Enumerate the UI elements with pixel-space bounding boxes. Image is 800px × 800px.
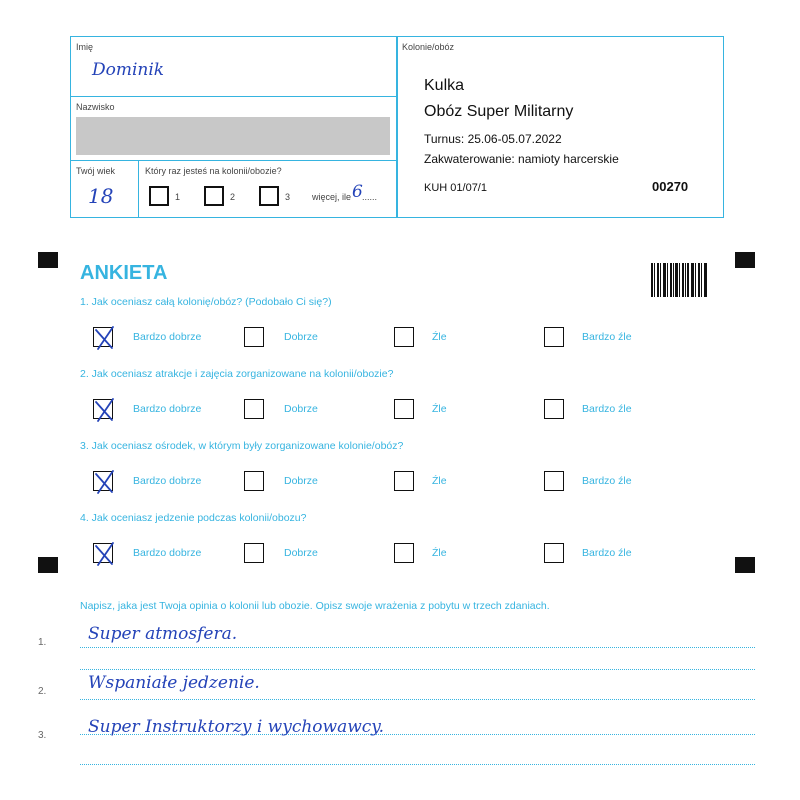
handwritten-answer: Super atmosfera. <box>88 624 238 644</box>
divider <box>138 160 139 217</box>
rating-checkbox[interactable] <box>244 471 264 491</box>
code: KUH 01/07/1 <box>424 182 487 194</box>
option-2-label: 2 <box>230 192 236 202</box>
option-3-label: 3 <box>285 192 291 202</box>
question-text: 1. Jak oceniasz całą kolonię/obóz? (Podobało Ci się?) <box>80 296 332 308</box>
dotted-line <box>80 669 755 670</box>
number: 00270 <box>652 179 689 194</box>
rating-checkbox[interactable] <box>544 543 564 563</box>
rating-option-label: Bardzo źle <box>582 547 632 559</box>
rating-option-label: Dobrze <box>284 547 318 559</box>
rating-checkbox[interactable] <box>394 471 414 491</box>
line-number: 2. <box>38 686 47 697</box>
dotted-line <box>80 764 755 765</box>
rating-checkbox[interactable] <box>544 471 564 491</box>
survey-title: ANKIETA <box>80 262 168 284</box>
registration-mark <box>38 252 58 268</box>
rating-checkbox[interactable] <box>394 327 414 347</box>
rating-option-label: Źle <box>432 547 447 559</box>
option-2-checkbox[interactable] <box>204 186 224 206</box>
question-text: 4. Jak oceniasz jedzenie podczas kolonii/obozu? <box>80 512 307 524</box>
rating-checkbox[interactable] <box>544 327 564 347</box>
rating-checkbox[interactable] <box>394 399 414 419</box>
divider <box>71 160 397 161</box>
question-text: 2. Jak oceniasz atrakcje i zajęcia zorganizowane na kolonii/obozie? <box>80 368 394 380</box>
wiek-label: Twój wiek <box>76 166 116 176</box>
rating-checkbox[interactable] <box>93 471 113 491</box>
ktory-raz-label: Który raz jesteś na kolonii/obozie? <box>145 166 282 176</box>
divider <box>71 96 397 97</box>
turnus: Turnus: 25.06-05.07.2022 <box>424 132 562 146</box>
rating-option-label: Źle <box>432 331 447 343</box>
registration-mark <box>38 557 58 573</box>
handwritten-answer: Wspaniałe jedzenie. <box>88 673 260 693</box>
rating-option-label: Dobrze <box>284 475 318 487</box>
camp-name: Kulka <box>424 77 465 94</box>
line-number: 3. <box>38 730 47 741</box>
imie-label: Imię <box>76 42 94 52</box>
redacted-surname <box>76 117 390 155</box>
rating-checkbox[interactable] <box>93 399 113 419</box>
rating-option-label: Bardzo dobrze <box>133 475 202 487</box>
registration-mark <box>735 557 755 573</box>
imie-value: Dominik <box>92 60 165 80</box>
rating-checkbox[interactable] <box>394 543 414 563</box>
rating-option-label: Źle <box>432 403 447 415</box>
barcode-icon <box>651 263 707 297</box>
camp-type: Obóz Super Militarny <box>424 103 574 120</box>
opinion-prompt: Napisz, jaka jest Twoja opinia o kolonii lub obozie. Opisz swoje wrażenia z pobytu w trzech zdaniach. <box>80 600 550 612</box>
check-mark-icon <box>92 396 118 424</box>
check-mark-icon <box>92 468 118 496</box>
rating-checkbox[interactable] <box>244 399 264 419</box>
nazwisko-label: Nazwisko <box>76 102 115 112</box>
rating-checkbox[interactable] <box>93 327 113 347</box>
rating-option-label: Bardzo dobrze <box>133 547 202 559</box>
rating-option-label: Bardzo źle <box>582 331 632 343</box>
zakwaterowanie: Zakwaterowanie: namioty harcerskie <box>424 152 619 166</box>
rating-option-label: Bardzo źle <box>582 403 632 415</box>
dotted-line <box>80 647 755 648</box>
option-1-checkbox[interactable] <box>149 186 169 206</box>
registration-mark <box>735 252 755 268</box>
check-mark-icon <box>92 324 118 352</box>
rating-option-label: Dobrze <box>284 403 318 415</box>
rating-checkbox[interactable] <box>93 543 113 563</box>
wiecej-dots: ...... <box>362 192 378 202</box>
handwritten-answer: Super Instruktorzy i wychowawcy. <box>88 717 385 737</box>
check-mark-icon <box>92 540 118 568</box>
rating-option-label: Bardzo źle <box>582 475 632 487</box>
rating-option-label: Bardzo dobrze <box>133 331 202 343</box>
rating-checkbox[interactable] <box>244 543 264 563</box>
rating-checkbox[interactable] <box>544 399 564 419</box>
option-1-label: 1 <box>175 192 181 202</box>
line-number: 1. <box>38 637 47 648</box>
rating-option-label: Źle <box>432 475 447 487</box>
question-text: 3. Jak oceniasz ośrodek, w którym były zorganizowane kolonie/obóz? <box>80 440 404 452</box>
option-3-checkbox[interactable] <box>259 186 279 206</box>
wiecej-value: 6 <box>352 182 363 202</box>
kolonia-label: Kolonie/obóz <box>402 42 455 52</box>
wiek-value: 18 <box>88 184 114 208</box>
rating-option-label: Dobrze <box>284 331 318 343</box>
rating-checkbox[interactable] <box>244 327 264 347</box>
wiecej-label: więcej, ile <box>312 192 352 202</box>
dotted-line <box>80 699 755 700</box>
rating-option-label: Bardzo dobrze <box>133 403 202 415</box>
